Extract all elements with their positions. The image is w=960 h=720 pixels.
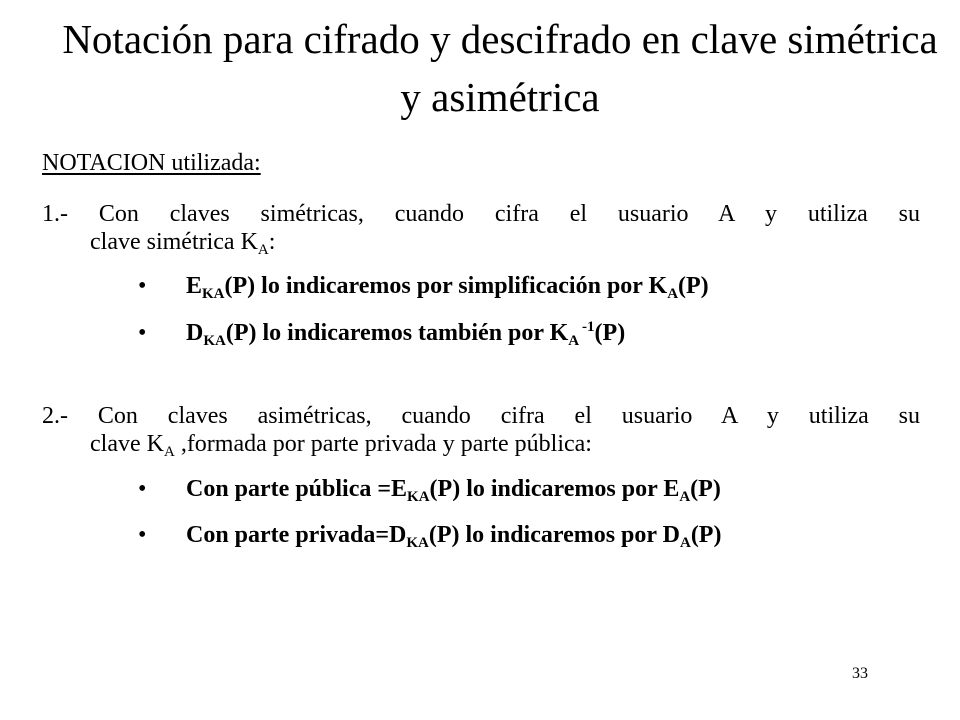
bullet-text [186, 272, 709, 300]
encrypt-symbol: E [186, 273, 203, 299]
encrypt-key-subscript: KA [407, 489, 430, 505]
asymmetric-paragraph [42, 402, 920, 458]
bullet-text-end: (P) [594, 320, 626, 346]
bullet-text-middle: (P) lo indicaremos por E [429, 476, 680, 502]
asymmetric-line-2-rest: ,formada por parte privada y parte pública: [174, 431, 592, 457]
page-number: 33 [852, 665, 868, 682]
bullet-text-end: (P) [690, 476, 721, 502]
bullet-dot: • [138, 476, 147, 502]
bullet-text-middle: (P) lo indicaremos por D [428, 522, 680, 548]
key-subscript: A [667, 286, 679, 302]
bullet-text-end: (P) [678, 273, 709, 299]
asymmetric-line-1: 2.- Con claves asimétricas, cuando cifra el usuario A y utiliza su [42, 403, 920, 429]
symmetric-line-2 [42, 228, 920, 256]
bullet-text [186, 475, 721, 503]
symmetric-key-subscript: A [257, 242, 269, 258]
bullet-text-middle: (P) lo indicaremos también por K [225, 320, 569, 346]
key-subscript: A [679, 535, 691, 551]
symmetric-line-1: 1.- Con claves simétricas, cuando cifra el usuario A y utiliza su [42, 201, 920, 227]
asymmetric-key-subscript: A [163, 444, 175, 460]
decrypt-key-subscript: KA [203, 333, 226, 349]
bullet-dot: • [138, 320, 147, 346]
bullet-text [186, 319, 625, 347]
bullet-dot: • [138, 522, 147, 548]
asymmetric-line-2-text: clave K [90, 431, 164, 457]
bullet-dot: • [138, 273, 147, 299]
symmetric-paragraph [42, 200, 920, 256]
bullet-text [186, 521, 721, 549]
bullet-text-start: Con parte pública =E [186, 476, 408, 502]
symmetric-line-2-colon: : [268, 229, 276, 255]
encrypt-key-subscript: KA [202, 286, 225, 302]
bullet-text-end: (P) [690, 522, 722, 548]
key-subscript: A [568, 333, 579, 349]
slide-title: Notación para cifrado y descifrado en clave simétrica y asimétrica [62, 16, 938, 120]
key-subscript: A [679, 489, 691, 505]
asymmetric-line-2 [42, 430, 920, 458]
symmetric-line-2-text: clave simétrica K [90, 229, 258, 255]
decrypt-symbol: D [186, 320, 204, 346]
decrypt-key-subscript: KA [406, 535, 429, 551]
notation-heading: NOTACION utilizada: [42, 150, 261, 176]
inverse-superscript: -1 [578, 319, 595, 335]
bullet-text-middle: (P) lo indicaremos por simplificación por K [224, 273, 668, 299]
bullet-text-start: Con parte privada=D [186, 522, 407, 548]
